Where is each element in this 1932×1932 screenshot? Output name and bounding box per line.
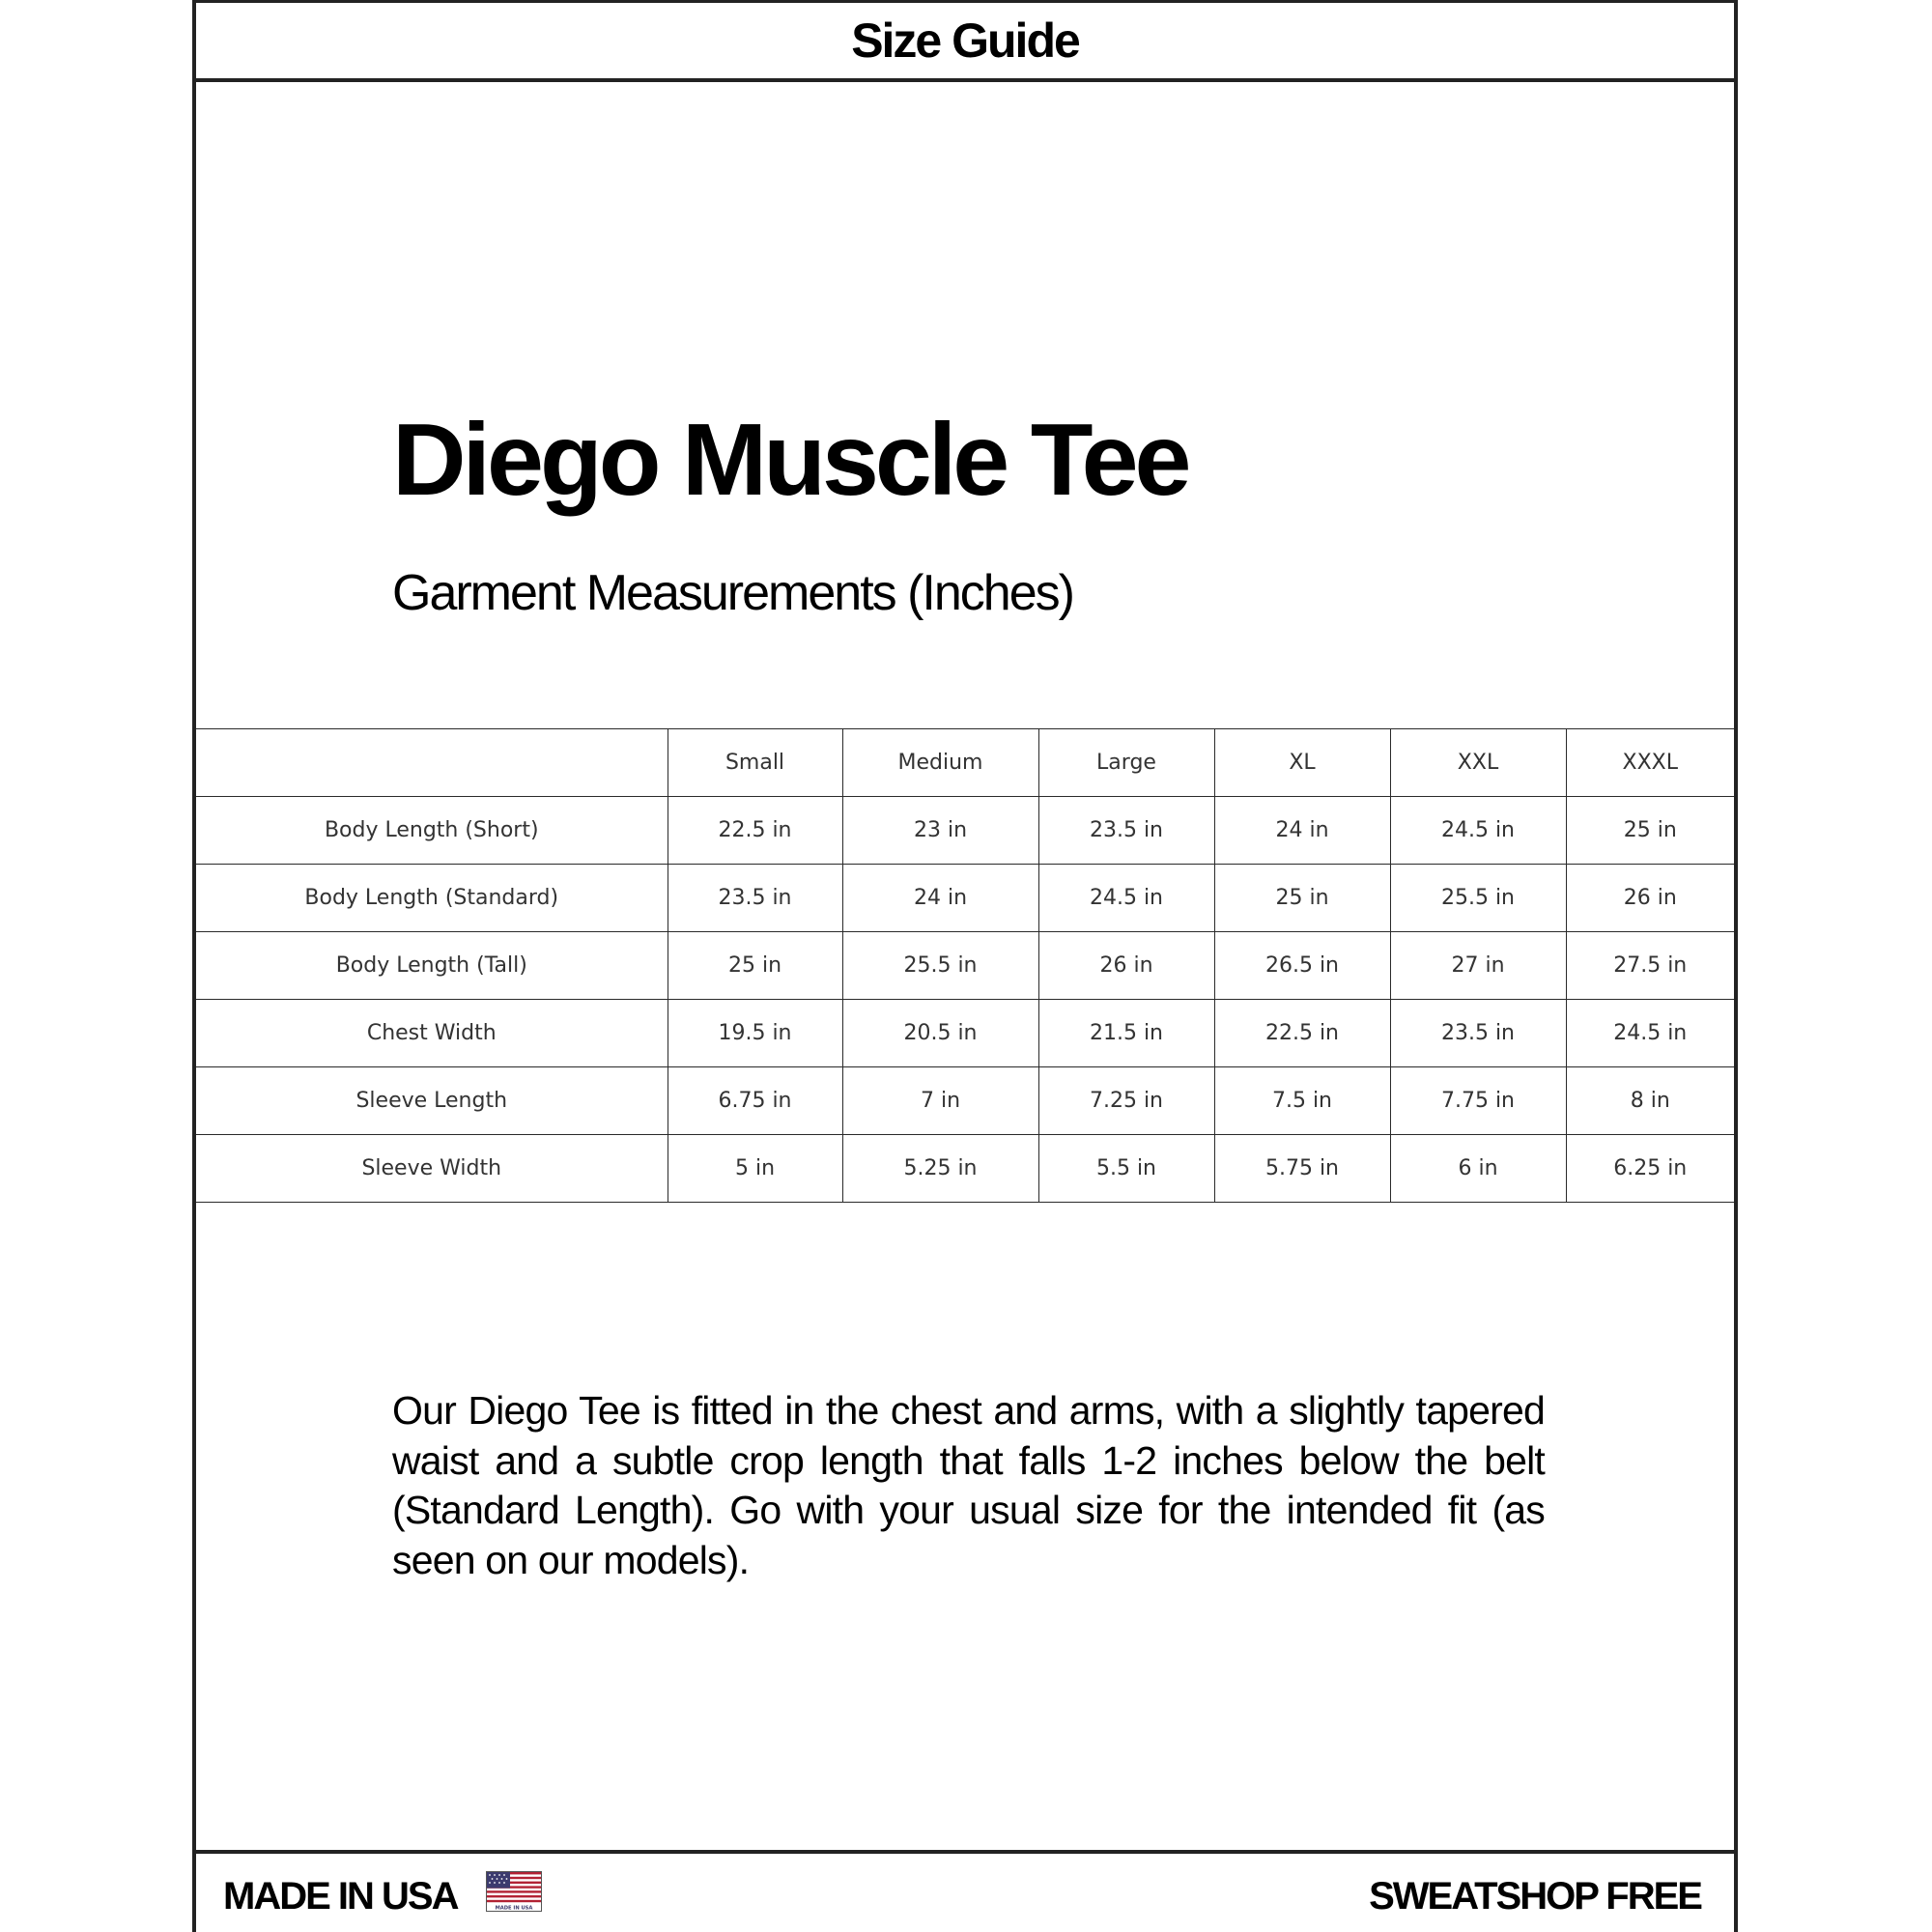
table-row — [196, 1000, 1734, 1067]
table-cell: 24 in — [1214, 797, 1390, 865]
table-cell: 25 in — [668, 932, 842, 1000]
table-row — [196, 932, 1734, 1000]
table-header-cell: Large — [1038, 729, 1214, 797]
table-cell: 24.5 in — [1390, 797, 1566, 865]
table-cell: 24.5 in — [1038, 865, 1214, 932]
page-title: Size Guide — [851, 14, 1079, 68]
table-cell: 22.5 in — [1214, 1000, 1390, 1067]
table-cell: 24.5 in — [1566, 1000, 1734, 1067]
product-title: Diego Muscle Tee — [392, 403, 1188, 517]
table-cell: 23 in — [842, 797, 1038, 865]
table-cell: 8 in — [1566, 1067, 1734, 1135]
table-cell: 5.75 in — [1214, 1135, 1390, 1203]
table-cell: 5.5 in — [1038, 1135, 1214, 1203]
table-header-cell: Small — [668, 729, 842, 797]
table-cell: 20.5 in — [842, 1000, 1038, 1067]
table-cell: 7.75 in — [1390, 1067, 1566, 1135]
table-cell: 19.5 in — [668, 1000, 842, 1067]
row-label: Sleeve Length — [196, 1067, 668, 1135]
table-header-cell: Medium — [842, 729, 1038, 797]
table-cell: 25.5 in — [842, 932, 1038, 1000]
table-cell: 7 in — [842, 1067, 1038, 1135]
table-cell: 21.5 in — [1038, 1000, 1214, 1067]
table-row — [196, 1067, 1734, 1135]
table-cell: 27 in — [1390, 932, 1566, 1000]
table-cell: 7.5 in — [1214, 1067, 1390, 1135]
fit-description: Our Diego Tee is fitted in the chest and arms, with a slightly tapered waist and a subtle crop length that falls 1-2 inches below the belt (Standard Length). Go with your usual size for the intended fit (as seen on our models). — [392, 1388, 1545, 1582]
table-header-cell: XXXL — [1566, 729, 1734, 797]
table-cell: 27.5 in — [1566, 932, 1734, 1000]
table-header-cell: XL — [1214, 729, 1390, 797]
table-row — [196, 1135, 1734, 1203]
table-header-cell — [196, 729, 668, 797]
usa-flag-icon — [486, 1871, 542, 1912]
table-cell: 5 in — [668, 1135, 842, 1203]
sweatshop-free-label: SWEATSHOP FREE — [1369, 1875, 1701, 1918]
table-cell: 23.5 in — [1390, 1000, 1566, 1067]
table-cell: 7.25 in — [1038, 1067, 1214, 1135]
table-row — [196, 865, 1734, 932]
row-label: Body Length (Standard) — [196, 865, 668, 932]
table-cell: 6 in — [1390, 1135, 1566, 1203]
row-label: Body Length (Short) — [196, 797, 668, 865]
table-cell: 5.25 in — [842, 1135, 1038, 1203]
table-cell: 25 in — [1214, 865, 1390, 932]
table-cell: 25.5 in — [1390, 865, 1566, 932]
table-header-cell: XXL — [1390, 729, 1566, 797]
measurements-subtitle: Garment Measurements (Inches) — [392, 565, 1073, 621]
table-row — [196, 797, 1734, 865]
footer-bar — [196, 1850, 1734, 1932]
table-header-row — [196, 729, 1734, 797]
table-cell: 26 in — [1038, 932, 1214, 1000]
table-cell: 23.5 in — [1038, 797, 1214, 865]
table-cell: 23.5 in — [668, 865, 842, 932]
flag-caption: MADE IN USA — [495, 1905, 533, 1912]
table-cell: 25 in — [1566, 797, 1734, 865]
table-cell: 26 in — [1566, 865, 1734, 932]
table-cell: 6.75 in — [668, 1067, 842, 1135]
row-label: Body Length (Tall) — [196, 932, 668, 1000]
size-table — [196, 728, 1734, 1203]
size-guide-page — [192, 0, 1738, 1932]
table-cell: 6.25 in — [1566, 1135, 1734, 1203]
made-in-usa-label: MADE IN USA — [223, 1875, 458, 1918]
row-label: Chest Width — [196, 1000, 668, 1067]
table-cell: 26.5 in — [1214, 932, 1390, 1000]
row-label: Sleeve Width — [196, 1135, 668, 1203]
header-bar — [196, 3, 1734, 82]
table-cell: 22.5 in — [668, 797, 842, 865]
table-cell: 24 in — [842, 865, 1038, 932]
